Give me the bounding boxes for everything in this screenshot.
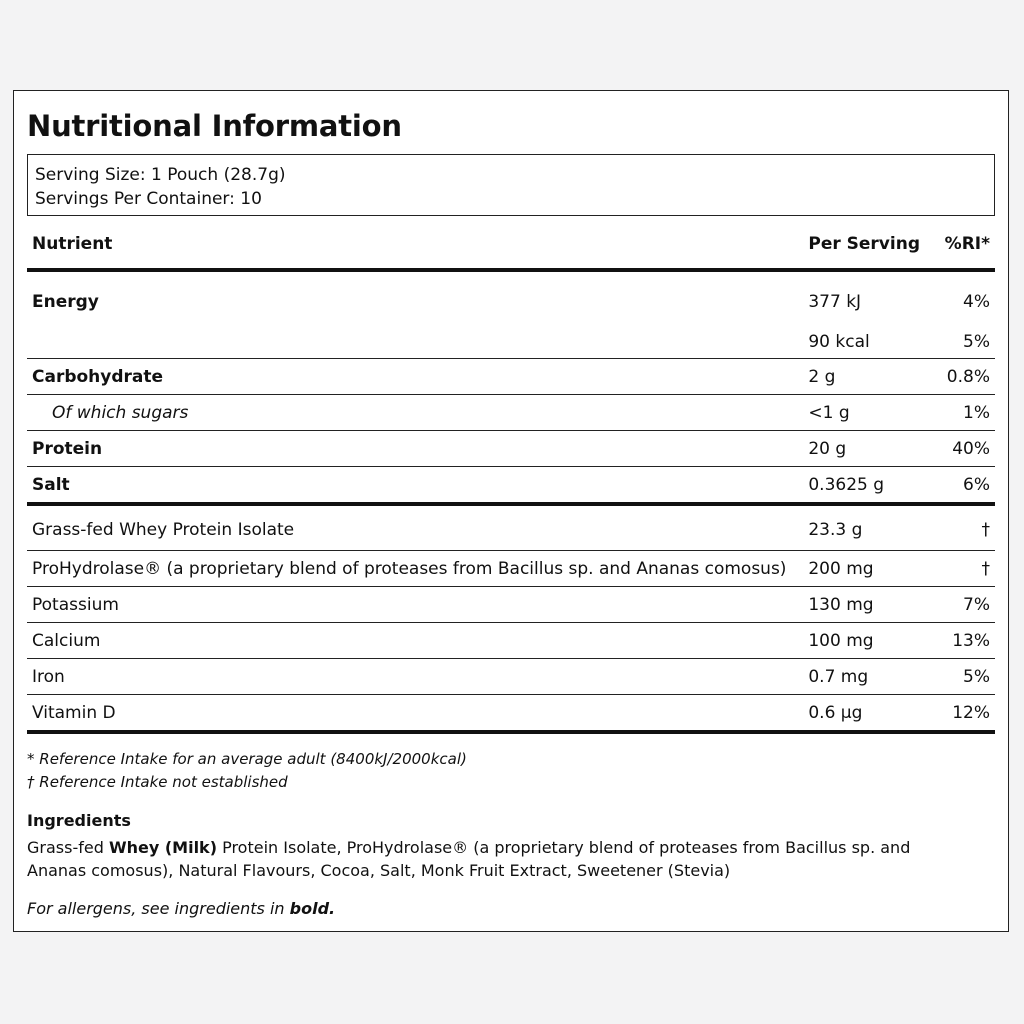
ingredients-allergen: Whey (Milk) [108,838,217,857]
table-row [27,551,995,587]
per-serving-value: 23.3 g [803,504,925,551]
allergen-note-bold: bold. [289,899,336,918]
ri-value: 12% [925,695,995,733]
ri-value: 7% [925,587,995,623]
header-nutrient: Nutrient [27,232,803,270]
ingredients-part-1: Grass-fed [27,838,109,857]
ri-value: 6% [925,467,995,505]
table-row [27,359,995,395]
per-serving-value: 100 mg [803,623,925,659]
footnotes [27,748,995,794]
ingredient-name: Vitamin D [27,695,803,733]
per-serving-value: 377 kJ [808,292,862,312]
ingredient-name: Grass-fed Whey Protein Isolate [27,504,803,551]
table-row [27,695,995,733]
header-ri: %RI* [925,232,995,270]
per-serving-value: 200 mg [803,551,925,587]
table-row-energy-kj [27,270,995,326]
ingredient-name: Calcium [27,623,803,659]
ri-value: 40% [925,431,995,467]
ri-value: 5% [925,326,995,359]
ingredients-text [27,836,967,882]
ri-value: 1% [925,395,995,431]
nutrient-name: Energy [32,292,99,312]
table-row [27,431,995,467]
page-title: Nutritional Information [27,109,402,143]
ri-value: † [925,504,995,551]
table-row [27,395,995,431]
nutrition-table-wrap [27,232,995,734]
ingredient-name: Iron [27,659,803,695]
allergen-note [27,898,995,920]
nutrition-panel [13,90,1009,932]
ingredients-part-2: Protein Isolate, ProHydrolase® (a proprietary blend of proteases from Bacillus sp. and Ananas comosus), Natural Flavours, Cocoa, Salt, Monk Fruit Extract, Sweetener (Stevia) [27,838,911,880]
dagger-footnote: † Reference Intake not established [27,773,288,791]
nutrient-name: Salt [27,467,803,505]
serving-size: Serving Size: 1 Pouch (28.7g) [35,165,286,185]
nutrient-name: Carbohydrate [27,359,803,395]
ri-value: 5% [925,659,995,695]
per-serving-value: 0.3625 g [803,467,925,505]
ri-value: 13% [925,623,995,659]
table-row [27,467,995,505]
table-row [27,659,995,695]
table-row [27,504,995,551]
nutrition-table [27,232,995,734]
per-serving-value: <1 g [803,395,925,431]
table-row-energy-kcal [27,326,995,359]
servings-per-container: Servings Per Container: 10 [35,189,262,209]
ri-value: † [925,551,995,587]
header-per-serving: Per Serving [803,232,925,270]
per-serving-value: 90 kcal [803,326,925,359]
nutrient-name: Protein [27,431,803,467]
table-row [27,587,995,623]
per-serving-value: 130 mg [803,587,925,623]
table-header-row [27,232,995,270]
nutrient-name-empty [27,326,803,359]
ri-value: 4% [963,292,990,312]
nutrient-name: Of which sugars [27,395,803,431]
serving-info-box [27,154,995,216]
per-serving-value: 20 g [803,431,925,467]
ingredient-name: Potassium [27,587,803,623]
ingredient-name: ProHydrolase® (a proprietary blend of proteases from Bacillus sp. and Ananas comosus) [27,551,803,587]
table-row [27,623,995,659]
ri-value: 0.8% [925,359,995,395]
ingredients-heading: Ingredients [27,811,131,830]
per-serving-value: 2 g [803,359,925,395]
ri-footnote: * Reference Intake for an average adult (8400kJ/2000kcal) [27,750,467,768]
per-serving-value: 0.7 mg [803,659,925,695]
allergen-note-prefix: For allergens, see ingredients in [27,899,290,918]
per-serving-value: 0.6 µg [803,695,925,733]
